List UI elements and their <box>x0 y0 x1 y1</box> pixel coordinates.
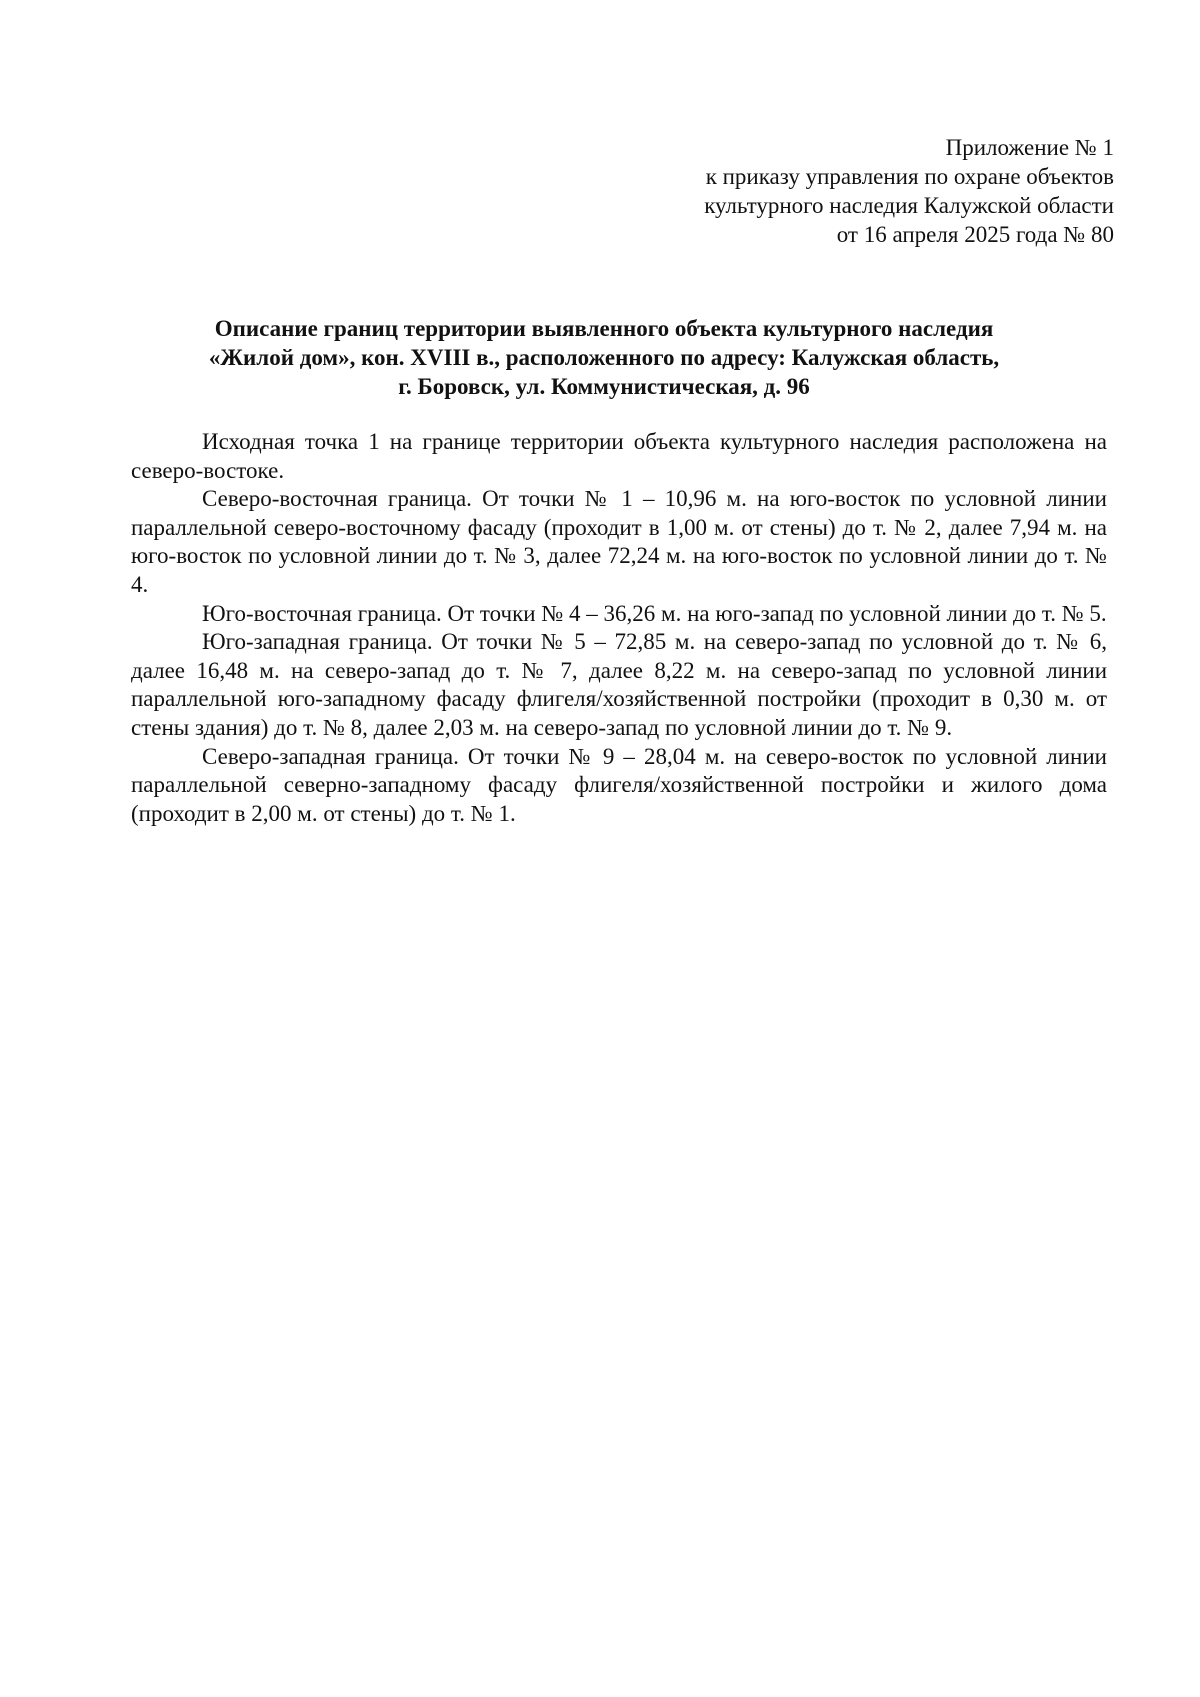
appendix-header <box>554 133 1114 249</box>
appendix-number: Приложение № 1 <box>945 135 1114 160</box>
paragraph-start-point: Исходная точка 1 на границе территории объекта культурного наследия расположена на северо-востоке. <box>131 429 1107 483</box>
document-title <box>120 314 1088 401</box>
title-line-2: «Жилой дом», кон. XVIII в., расположенного по адресу: Калужская область, <box>208 345 1000 370</box>
paragraph-northwest-boundary: Северо-западная граница. От точки № 9 – 28,04 м. на северо-восток по условной линии параллельной северно-западному фасаду флигеля/хозяйственной постройки и жилого дома (проходит в 2,00 м. от стены) до т. № 1. <box>131 743 1107 826</box>
paragraph-southwest-boundary: Юго-западная граница. От точки № 5 – 72,85 м. на северо-запад по условной до т. № 6, далее 16,48 м. на северо-запад до т. № 7, далее 8,22 м. на северо-запад по условной линии параллельной юго-западному фасаду флигеля/хозяйственной постройки (проходит в 0,30 м. от стены здания) до т. № 8, далее 2,03 м. на северо-запад по условной линии до т. № 9. <box>131 629 1107 740</box>
paragraph-southeast-boundary: Юго-восточная граница. От точки № 4 – 36,26 м. на юго-запад по условной линии до т. № 5. <box>202 600 1107 626</box>
title-line-1: Описание границ территории выявленного объекта культурного наследия <box>214 316 994 341</box>
title-line-3: г. Боровск, ул. Коммунистическая, д. 96 <box>398 374 810 399</box>
paragraph-northeast-boundary: Северо-восточная граница. От точки № 1 – 10,96 м. на юго-восток по условной линии параллельной северо-восточному фасаду (проходит в 1,00 м. от стены) до т. № 2, далее 7,94 м. на юго-восток по условной линии до т. № 3, далее 72,24 м. на юго-восток по условной линии до т. № 4. <box>131 486 1107 597</box>
appendix-order-date: от 16 апреля 2025 года № 80 <box>836 222 1114 247</box>
document-body <box>131 428 1107 828</box>
appendix-issuing-authority: культурного наследия Калужской области <box>704 193 1114 218</box>
appendix-order-reference: к приказу управления по охране объектов <box>705 164 1114 189</box>
